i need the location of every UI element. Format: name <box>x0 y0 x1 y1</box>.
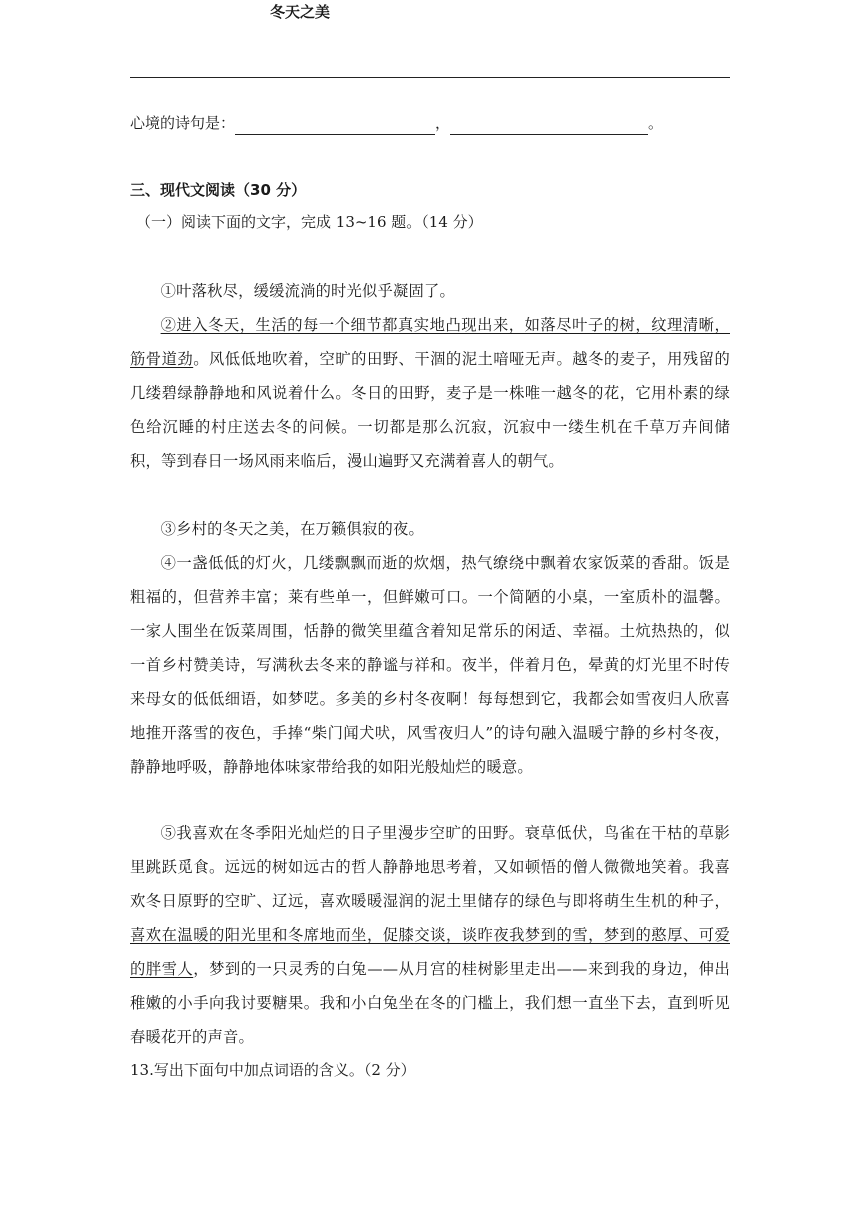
fill-comma: ， <box>435 114 451 132</box>
essay-title: 冬天之美 <box>269 3 330 21</box>
underlined-sentence-1: ②进入冬天，生活的每一个细节都真实地凸现出来，如落尽叶子的树，纹理清晰，筋骨道劲 <box>130 316 730 368</box>
underlined-sentence-2: 喜欢在温暖的阳光里和冬席地而坐，促膝交谈，谈昨夜我梦到的雪，梦到的憨厚、可爱的胖雪人 <box>130 926 730 978</box>
essay-paragraph-4: ④一盏低低的灯火，几缕飘飘而逝的炊烟，热气缭绕中飘着农家饭菜的香甜。饭是粗福的，但营养丰富；莱有些单一，但鲜嫩可口。一个简陋的小桌，一室质朴的温馨。一家人围坐在饭菜周围，恬静的微笑里蕴含着知足常乐的闲适、幸福。土炕热热的，似一首乡村赞美诗，写满秋去冬来的静谧与祥和。夜半，伴着月色，晕黄的灯光里不时传来母女的低低细语，如梦呓。多美的乡村冬夜啊！每每想到它，我都会如雪夜归人欣喜地推开落雪的夜色，手捧“柴门闻犬吠，风雪夜归人”的诗句融入温暖宁静的乡村冬夜，静静地呼吸，静静地体味家带给我的如阳光般灿烂的暖意。 <box>130 554 730 776</box>
section-heading: 三、现代文阅读（30 分） <box>130 181 307 199</box>
paragraph-2-text: 。风低低地吹着，空旷的田野、干涸的泥土喑哑无声。越冬的麦子，用残留的几缕碧绿静静地和风说着什么。冬日的田野，麦子是一株唯一越冬的花，它用朴素的绿色给沉睡的村庄送去冬的问候。一切都是那么沉寂，沉寂中一缕生机在千草万卉间储积，等到春日一场风雨来临后，漫山遍野又充满着喜人的朝气。 <box>130 350 730 470</box>
fill-end: 。 <box>648 114 664 132</box>
answer-blank-1[interactable] <box>235 116 435 135</box>
essay-paragraph-2 <box>130 308 730 478</box>
essay-paragraph-1: ①叶落秋尽，缓缓流淌的时光似乎凝固了。 <box>160 282 456 300</box>
essay-paragraph-5 <box>130 816 730 1054</box>
top-rule <box>130 77 730 78</box>
paragraph-5-text-b: ，梦到的一只灵秀的白兔——从月宫的桂树影里走出——来到我的身边，伸出稚嫩的小手向我讨要糖果。我和小白兔坐在冬的门槛上，我们想一直坐下去，直到听见春暖花开的声音。 <box>130 960 730 1046</box>
fill-in-line <box>130 111 730 135</box>
paragraph-5-text-a: ⑤我喜欢在冬季阳光灿烂的日子里漫步空旷的田野。衰草低伏，鸟雀在干枯的草影里跳跃觅食。远远的树如远古的哲人静静地思考着，又如顿悟的僧人微微地笑着。我喜欢冬日原野的空旷、辽远，喜欢暖暖湿润的泥土里储存的绿色与即将萌生生机的种子， <box>130 824 730 910</box>
section-subheading: （一）阅读下面的文字，完成 13~16 题。（14 分） <box>136 213 483 231</box>
answer-blank-2[interactable] <box>450 116 648 135</box>
essay-paragraph-3: ③乡村的冬天之美，在万籁俱寂的夜。 <box>160 520 425 538</box>
fill-prefix: 心境的诗句是： <box>130 114 236 132</box>
question-13: 13.写出下面句中加点词语的含义。（2 分） <box>130 1061 416 1079</box>
